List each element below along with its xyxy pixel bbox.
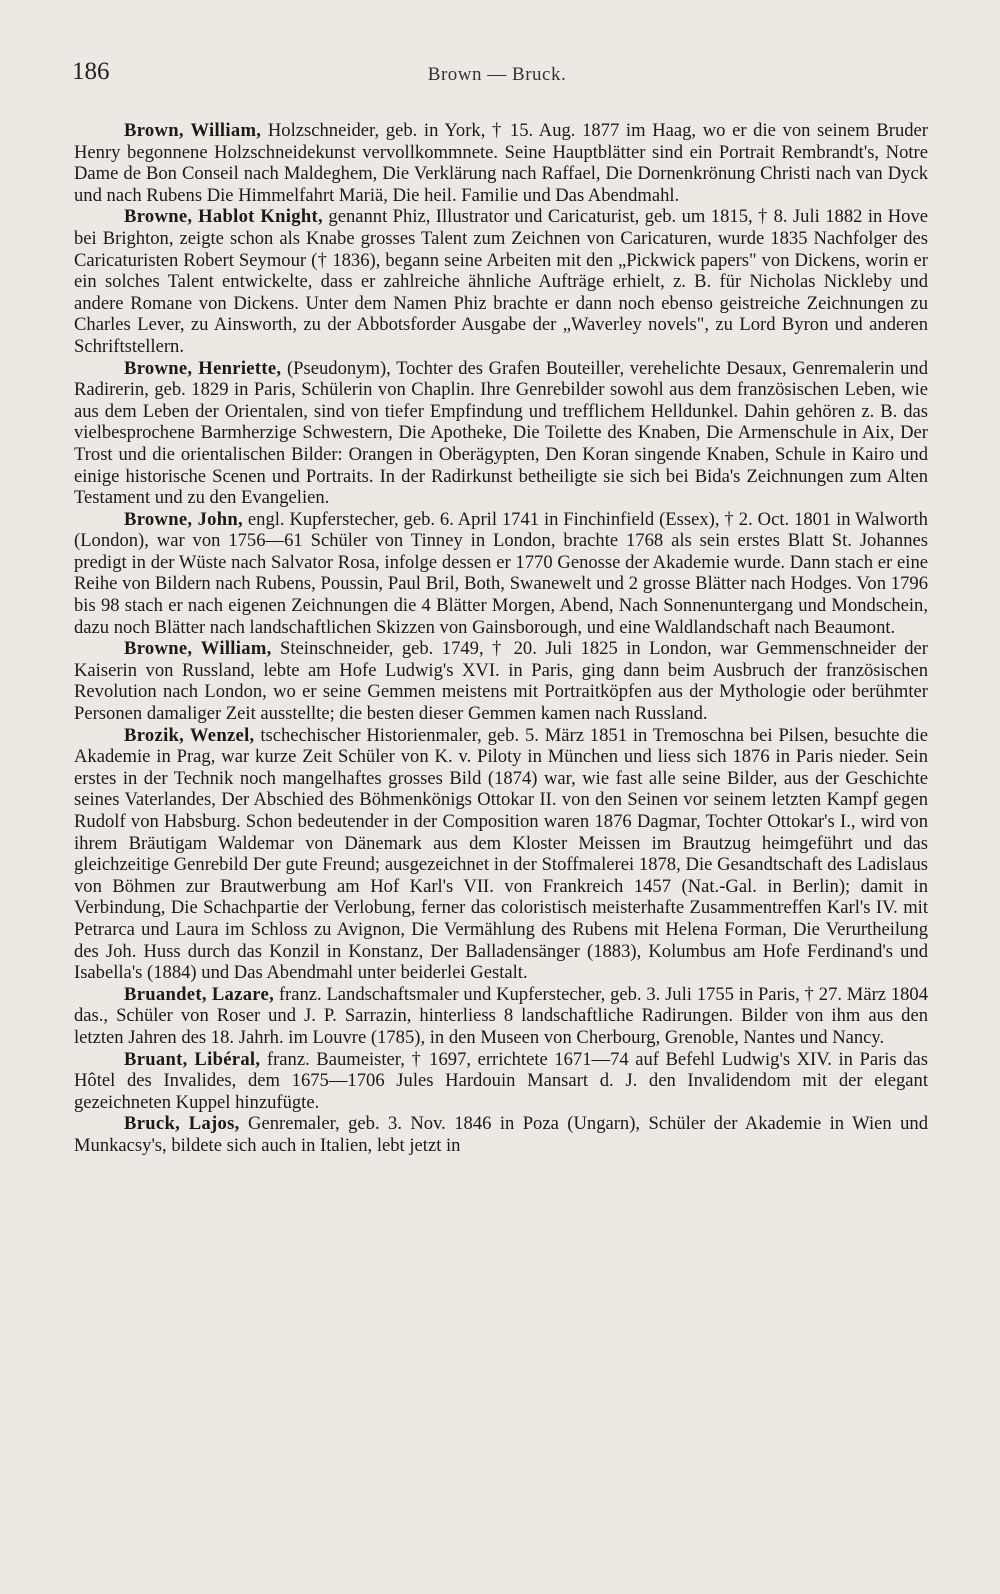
entry-browne-john — [74, 509, 928, 639]
entry-text: Genremaler, geb. 3. Nov. 1846 in Poza (Ungarn), Schüler der Akademie in Wien und Munkacsy's, bildete sich auch in Italien, lebt jetzt in — [74, 1113, 928, 1156]
entry-text: tschechischer Historienmaler, geb. 5. März 1851 in Tremoschna bei Pilsen, besuchte die Akademie in Prag, war kurze Zeit Schüler von K. v. Piloty in München und liess sich 1876 in Paris nieder. Sein erstes in der Technik noch mangelhaftes grosses Bild (1874) war, wie fast alle seine Bilder, aus der Geschichte seines Vaterlandes, Der Abschied des Böhmenkönigs Ottokar II. von den Seinen vor seinem letzten Kampf gegen Rudolf von Habsburg. Schon bedeutender in der Composition waren 1876 Dagmar, Tochter Ottokar's I., wird von ihrem Bräutigam Waldemar von Dänemark aus dem Kloster Meissen im Brautzug heimgeführt und das gleichzeitige Genrebild Der gute Freund; ausgezeichnet in der Stoffmalerei 1878, Die Gesandtschaft des Ladislaus von Böhmen zur Brautwerbung am Hof Karl's VII. von Frankreich 1457 (Nat.-Gal. in Berlin); damit in Verbindung, Die Schachpartie der Verlobung, ferner das coloristisch meisterhafte Zusammentreffen Karl's IV. mit Petrarca und Laura im Schloss zu Avignon, Die Vermählung des Rubens mit Helena Forman, Die Verurtheilung des Joh. Huss durch das Konzil in Konstanz, Der Balladensänger (1883), Kolumbus am Hofe Ferdinand's und Isabella's (1884) und Das Abendmahl unter beiderlei Gestalt. — [74, 724, 928, 984]
entry-headword: Bruant, Libéral, — [124, 1048, 261, 1070]
entry-browne-hablot-knight — [74, 206, 928, 357]
page-number: 186 — [72, 58, 110, 85]
entry-browne-william — [74, 638, 928, 724]
entry-text: Steinschneider, geb. 1749, † 20. Juli 1825 in London, war Gemmenschneider der Kaiserin von Russland, lebte am Hofe Ludwig's XVI. in Paris, ging dann beim Ausbruch der französischen Revolution nach London, wo er seine Gemmen meistens mit Portraitköpfen aus der Mythologie oder berühmter Personen damaliger Zeit ausstellte; die besten dieser Gemmen kamen nach Russland. — [74, 638, 928, 725]
entry-text: genannt Phiz, Illustrator und Caricaturist, geb. um 1815, † 8. Juli 1882 in Hove bei Brighton, zeigte schon als Knabe grosses Talent zum Zeichnen von Caricaturen, wurde 1835 Nachfolger des Caricaturisten Robert Seymour († 1836), begann seine Arbeiten mit den „Pickwick papers" von Dickens, worin er ein solches Talent entwickelte, dass er zahlreiche ähnliche Aufträge erhielt, z. B. für Nicholas Nickleby und andere Romane von Dickens. Unter dem Namen Phiz brachte er dann noch ebenso geistreiche Zeichnungen zu Charles Lever, zu Ainsworth, zu der Abbotsforder Ausgabe der „Waverley novels", zu Lord Byron und anderen Schriftstellern. — [74, 206, 929, 357]
entry-text: (Pseudonym), Tochter des Grafen Bouteiller, verehelichte Desaux, Genremalerin und Radirerin, geb. 1829 in Paris, Schülerin von Chaplin. Ihre Genrebilder sowohl aus dem französischen Leben, wie aus dem Leben der Orientalen, sind von tiefer Empfindung und trefflichem Helldunkel. Dahin gehören z. B. das vielbesprochene Barmherzige Schwestern, Die Apotheke, Die Toilette des Knaben, Die Armenschule in Aix, Der Trost und die orientalischen Bilder: Orangen in Oberägypten, Den Koran singende Knaben, Schule in Kairo und einige historische Scenen und Portraits. In der Radirkunst betheiligte sie sich bei Bida's Zeichnungen zum Alten Testament und zu den Evangelien. — [74, 357, 928, 509]
lexicon-entries — [74, 120, 928, 1157]
entry-headword: Bruandet, Lazare, — [124, 983, 275, 1005]
entry-headword: Browne, Hablot Knight, — [124, 206, 323, 228]
running-title: Brown — Bruck. — [427, 64, 567, 85]
entry-bruandet-lazare — [74, 984, 928, 1049]
entry-brozik-wenzel — [74, 725, 928, 984]
entry-brown-william — [74, 120, 928, 206]
entry-headword: Browne, William, — [124, 638, 272, 660]
page-header — [72, 58, 922, 94]
entry-headword: Browne, Henriette, — [124, 357, 282, 379]
entry-headword: Browne, John, — [124, 508, 243, 530]
entry-headword: Bruck, Lajos, — [124, 1113, 240, 1135]
entry-text: engl. Kupferstecher, geb. 6. April 1741 in Finchinfield (Essex), † 2. Oct. 1801 in Walworth (London), war von 1756—61 Schüler von Tinney in London, brachte 1768 als sein erstes Blatt St. Johannes predigt in der Wüste nach Salvator Rosa, infolge dessen er 1770 Genosse der Akademie wurde. Dann stach er eine Reihe von Bildern nach Rubens, Poussin, Paul Bril, Both, Swanewelt und 2 grosse Blätter nach Hodges. Von 1796 bis 98 stach er nach eigenen Zeichnungen die 4 Blätter Morgen, Abend, Nach Sonnenuntergang und Mondschein, dazu noch Blätter nach landschaftlichen Skizzen von Gainsborough, und eine Waldlandschaft nach Beaumont. — [74, 508, 928, 638]
entry-text: franz. Landschaftsmaler und Kupferstecher, geb. 3. Juli 1755 in Paris, † 27. März 1804 das., Schüler von Roser und J. P. Sarrazin, hinterliess 8 landschaftliche Radirungen. Bilder von ihm aus den letzten Jahren des 18. Jahrh. im Louvre (1785), in den Museen von Cherbourg, Grenoble, Nantes und Nancy. — [74, 983, 929, 1048]
entry-headword: Brown, William, — [124, 120, 262, 141]
entry-browne-henriette — [74, 358, 928, 509]
entry-bruck-lajos — [74, 1113, 928, 1156]
entry-text: Holzschneider, geb. in York, † 15. Aug. 1877 im Haag, wo er die von seinem Bruder Henry begonnene Holzschneidekunst vervollkommnete. Seine Hauptblätter sind ein Portrait Rembrandt's, Notre Dame de Bon Conseil nach Maldeghem, Die Verklärung nach Raffael, Die Dornenkrönung Christi nach van Dyck und nach Rubens Die Himmelfahrt Mariä, Die heil. Familie und Das Abendmahl. — [74, 120, 928, 206]
entry-bruant-liberal — [74, 1049, 928, 1114]
entry-headword: Brozik, Wenzel, — [124, 724, 255, 746]
entry-text: franz. Baumeister, † 1697, errichtete 1671—74 auf Befehl Ludwig's XIV. in Paris das Hôtel des Invalides, dem 1675—1706 Jules Hardouin Mansart d. J. den Invalidendom mit der elegant gezeichneten Kuppel hinzufügte. — [74, 1048, 928, 1113]
